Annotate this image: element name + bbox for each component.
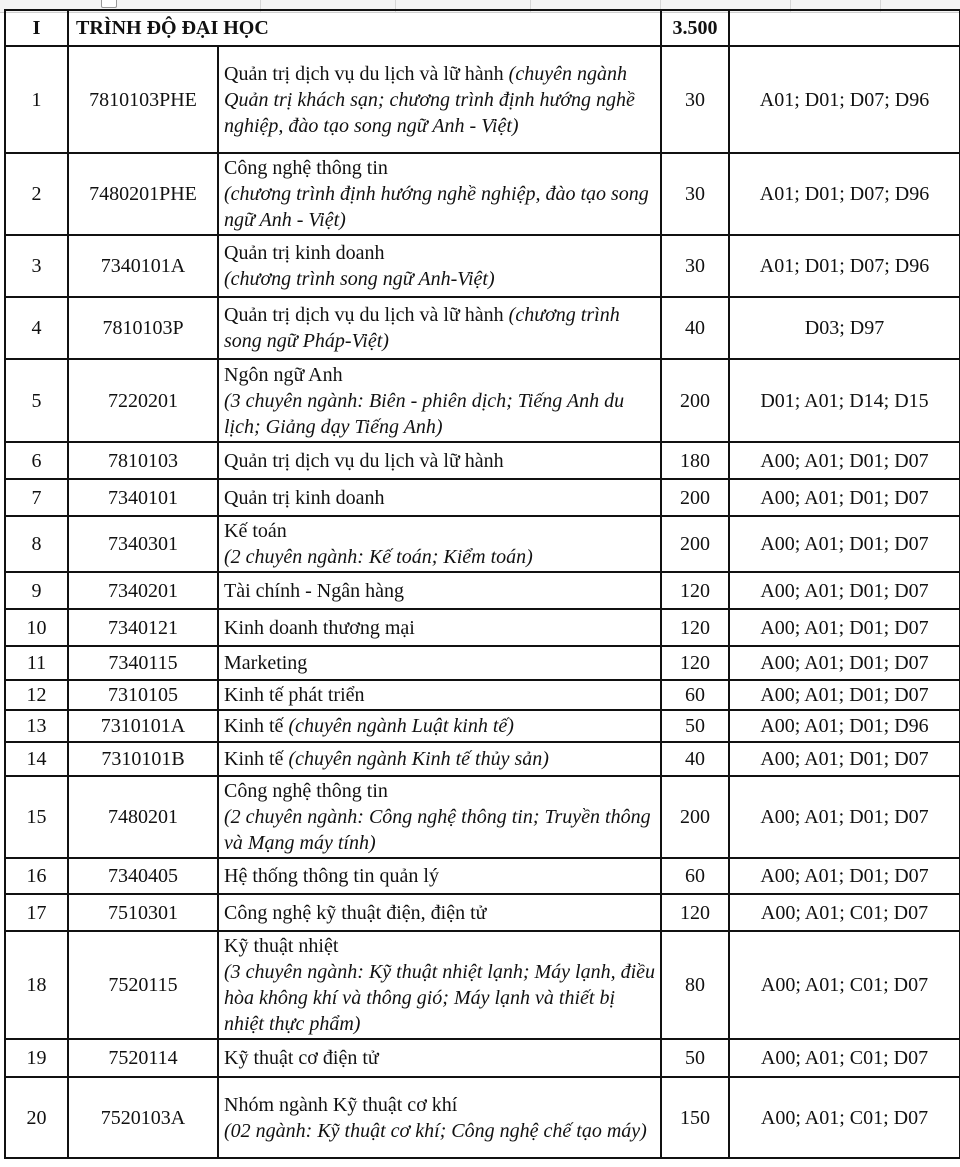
row-number: 13 [5,710,68,742]
row-number: 12 [5,680,68,710]
program-name-cell [218,479,661,516]
subject-combination: A00; A01; D01; D07 [729,742,960,776]
program-code: 7310105 [68,680,218,710]
program-note: (chuyên ngành Quản trị khách sạn; chương trình định hướng nghề nghiệp, đào tạo song ngữ Anh - Việt) [224,62,635,137]
row-number: 8 [5,516,68,572]
program-code: 7310101A [68,710,218,742]
program-name: Quản trị dịch vụ du lịch và lữ hành [224,449,504,472]
table-row [5,609,960,646]
program-name-cell [218,609,661,646]
program-name: Quản trị kinh doanh [224,242,385,264]
program-quota: 40 [661,742,729,776]
table-row [5,479,960,516]
program-note: (chương trình định hướng nghề nghiệp, đào tạo song ngữ Anh - Việt) [224,183,649,231]
program-name-cell [218,572,661,609]
row-number: 6 [5,442,68,479]
subject-combination: A00; A01; D01; D07 [729,572,960,609]
column-handle-icon[interactable] [101,0,117,8]
row-number: 3 [5,235,68,297]
program-name: Kinh tế phát triển [224,684,365,706]
row-number: 15 [5,776,68,858]
section-header-row [5,10,960,46]
program-quota: 30 [661,46,729,153]
row-number: 16 [5,858,68,894]
program-name-cell [218,46,661,153]
program-name-cell [218,516,661,572]
program-note: (chuyên ngành Kinh tế thủy sản) [283,748,549,770]
subject-combination: A00; A01; C01; D07 [729,931,960,1039]
row-number: 9 [5,572,68,609]
table-row [5,858,960,894]
program-name: Marketing [224,652,308,674]
row-number: 1 [5,46,68,153]
program-code: 7510301 [68,894,218,931]
table-row [5,931,960,1039]
program-quota: 80 [661,931,729,1039]
program-code: 7520114 [68,1039,218,1077]
table-row [5,894,960,931]
program-name: Quản trị dịch vụ du lịch và lữ hành [224,62,504,85]
section-roman: I [5,10,68,46]
program-note: (chương trình song ngữ Pháp-Việt) [224,304,620,352]
program-name-cell [218,359,661,442]
program-note: (chuyên ngành Luật kinh tế) [283,715,514,737]
program-name-cell [218,153,661,235]
program-code: 7340115 [68,646,218,680]
program-name: Kỹ thuật nhiệt [224,935,339,957]
program-quota: 120 [661,646,729,680]
subject-combination: A01; D01; D07; D96 [729,235,960,297]
program-quota: 200 [661,359,729,442]
table-row [5,1077,960,1158]
subject-combination: A00; A01; C01; D07 [729,1039,960,1077]
admission-table [4,9,960,1159]
table-row [5,776,960,858]
program-quota: 120 [661,894,729,931]
subject-combination: A01; D01; D07; D96 [729,46,960,153]
program-code: 7310101B [68,742,218,776]
table-row [5,359,960,442]
program-name: Kinh tế [224,748,284,770]
subject-combination: D03; D97 [729,297,960,359]
table-row [5,235,960,297]
program-code: 7340405 [68,858,218,894]
program-code: 7340201 [68,572,218,609]
subject-combination: A00; A01; D01; D07 [729,858,960,894]
program-quota: 50 [661,710,729,742]
program-quota: 30 [661,235,729,297]
program-name: Quản trị kinh doanh [224,486,385,509]
program-name: Công nghệ thông tin [224,157,388,179]
row-number: 4 [5,297,68,359]
program-note: (02 ngành: Kỹ thuật cơ khí; Công nghệ chế tạo máy) [224,1119,647,1142]
table-row [5,46,960,153]
program-name-cell [218,235,661,297]
row-number: 10 [5,609,68,646]
subject-combination: A01; D01; D07; D96 [729,153,960,235]
program-quota: 200 [661,516,729,572]
program-name: Tài chính - Ngân hàng [224,579,404,602]
program-code: 7480201 [68,776,218,858]
subject-combination: A00; A01; D01; D07 [729,479,960,516]
table-row [5,742,960,776]
subject-combination: A00; A01; D01; D96 [729,710,960,742]
program-name-cell [218,894,661,931]
table-row [5,710,960,742]
table-row [5,442,960,479]
section-title: TRÌNH ĐỘ ĐẠI HỌC [68,10,661,46]
program-note: (2 chuyên ngành: Kế toán; Kiểm toán) [224,546,533,568]
program-quota: 60 [661,680,729,710]
program-quota: 180 [661,442,729,479]
program-name-cell [218,442,661,479]
program-quota: 120 [661,572,729,609]
row-number: 17 [5,894,68,931]
program-note: (chương trình song ngữ Anh-Việt) [224,268,495,290]
program-quota: 200 [661,479,729,516]
table-row [5,297,960,359]
program-code: 7340101A [68,235,218,297]
subject-combination: A00; A01; D01; D07 [729,516,960,572]
row-number: 19 [5,1039,68,1077]
table-row [5,153,960,235]
program-name-cell [218,297,661,359]
subject-combination: D01; A01; D14; D15 [729,359,960,442]
program-quota: 60 [661,858,729,894]
subject-combination: A00; A01; C01; D07 [729,894,960,931]
program-name-cell [218,646,661,680]
program-code: 7340121 [68,609,218,646]
program-code: 7520103A [68,1077,218,1158]
subject-combination: A00; A01; D01; D07 [729,776,960,858]
subject-combination: A00; A01; D01; D07 [729,609,960,646]
table-row [5,572,960,609]
program-code: 7220201 [68,359,218,442]
subject-combination: A00; A01; D01; D07 [729,442,960,479]
table-body [5,10,960,1158]
row-number: 11 [5,646,68,680]
table-row [5,1039,960,1077]
program-name-cell [218,742,661,776]
row-number: 20 [5,1077,68,1158]
program-code: 7340101 [68,479,218,516]
subject-combination: A00; A01; D01; D07 [729,680,960,710]
program-note: (3 chuyên ngành: Biên - phiên dịch; Tiếng Anh du lịch; Giảng dạy Tiếng Anh) [224,389,625,438]
program-name: Kỹ thuật cơ điện tử [224,1047,379,1069]
program-name: Công nghệ kỹ thuật điện, điện tử [224,901,487,924]
program-code: 7810103PHE [68,46,218,153]
program-quota: 30 [661,153,729,235]
program-name: Ngôn ngữ Anh [224,363,343,386]
program-name-cell [218,1039,661,1077]
program-name: Kinh doanh thương mại [224,616,415,639]
row-number: 7 [5,479,68,516]
program-code: 7520115 [68,931,218,1039]
program-quota: 120 [661,609,729,646]
row-number: 14 [5,742,68,776]
program-code: 7810103 [68,442,218,479]
program-quota: 150 [661,1077,729,1158]
program-name: Quản trị dịch vụ du lịch và lữ hành [224,304,504,326]
program-quota: 40 [661,297,729,359]
subject-combination: A00; A01; D01; D07 [729,646,960,680]
section-combo-empty [729,10,960,46]
table-row [5,646,960,680]
table-row [5,516,960,572]
program-name-cell [218,680,661,710]
program-name: Công nghệ thông tin [224,780,388,802]
program-name-cell [218,1077,661,1158]
program-name-cell [218,776,661,858]
program-name: Kế toán [224,520,287,542]
program-name-cell [218,858,661,894]
program-note: (2 chuyên ngành: Công nghệ thông tin; Truyền thông và Mạng máy tính) [224,806,651,854]
program-quota: 50 [661,1039,729,1077]
program-code: 7810103P [68,297,218,359]
program-note: (3 chuyên ngành: Kỹ thuật nhiệt lạnh; Máy lạnh, điều hòa không khí và thông gió; Máy lạnh và thiết bị nhiệt thực phẩm) [224,961,656,1035]
program-quota: 200 [661,776,729,858]
program-name: Kinh tế [224,715,284,737]
program-name-cell [218,710,661,742]
program-code: 7340301 [68,516,218,572]
program-name: Nhóm ngành Kỹ thuật cơ khí [224,1093,458,1116]
program-name-cell [218,931,661,1039]
row-number: 2 [5,153,68,235]
row-number: 5 [5,359,68,442]
table-row [5,680,960,710]
row-number: 18 [5,931,68,1039]
program-code: 7480201PHE [68,153,218,235]
subject-combination: A00; A01; C01; D07 [729,1077,960,1158]
program-name: Hệ thống thông tin quản lý [224,865,439,887]
section-total-quota: 3.500 [661,10,729,46]
